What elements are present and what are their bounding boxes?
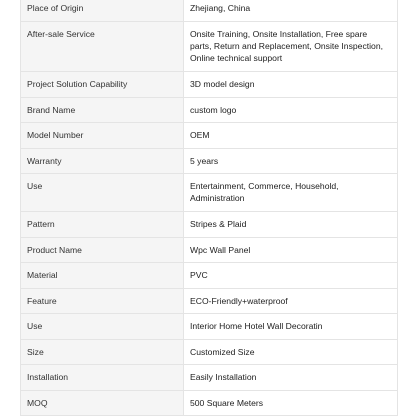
spec-row-material <box>21 263 397 289</box>
spec-row-product-name <box>21 238 397 263</box>
spec-row-moq <box>21 391 397 416</box>
spec-row-brand-name <box>21 98 397 123</box>
spec-row-feature <box>21 289 397 314</box>
spec-row-use-2 <box>21 314 397 340</box>
spec-key: Project Solution Capability <box>21 72 184 97</box>
spec-key: MOQ <box>21 391 184 415</box>
spec-value: Stripes & Plaid <box>190 219 247 229</box>
spec-row-size <box>21 340 397 365</box>
spec-key: Use <box>21 174 184 211</box>
spec-key: Feature <box>21 289 184 313</box>
spec-key: Place of Origin <box>21 0 184 21</box>
spec-value: 5 years <box>190 156 219 166</box>
spec-key: Installation <box>21 365 184 390</box>
spec-row-pattern <box>21 212 397 238</box>
spec-row-project-solution-capability <box>21 72 397 98</box>
spec-key: Size <box>21 340 184 364</box>
spec-row-model-number <box>21 123 397 149</box>
spec-row-installation <box>21 365 397 391</box>
spec-value: Onsite Training, Onsite Installation, Free spare parts, Return and Replacement, Onsite Inspection, Online technical support <box>190 29 383 63</box>
spec-key: Model Number <box>21 123 184 148</box>
spec-value: Easily Installation <box>190 372 257 382</box>
spec-key: Material <box>21 263 184 288</box>
spec-row-use <box>21 174 397 212</box>
spec-value: PVC <box>190 270 208 280</box>
spec-value: Interior Home Hotel Wall Decoratin <box>190 321 323 331</box>
spec-value: custom logo <box>190 105 237 115</box>
spec-value: Zhejiang, China <box>190 3 251 13</box>
spec-key: Product Name <box>21 238 184 262</box>
spec-key: Use <box>21 314 184 339</box>
spec-value: Customized Size <box>190 347 255 357</box>
spec-key: Brand Name <box>21 98 184 122</box>
spec-key: Pattern <box>21 212 184 237</box>
spec-key: Warranty <box>21 149 184 173</box>
spec-row-place-of-origin <box>21 0 397 22</box>
spec-key: After-sale Service <box>21 22 184 71</box>
spec-value: 3D model design <box>190 79 255 89</box>
spec-value: 500 Square Meters <box>190 398 264 408</box>
spec-row-warranty <box>21 149 397 174</box>
spec-value: Wpc Wall Panel <box>190 245 251 255</box>
spec-table <box>20 0 398 416</box>
spec-value: ECO-Friendly+waterproof <box>190 296 288 306</box>
spec-value: OEM <box>190 130 210 140</box>
spec-value: Entertainment, Commerce, Household, Administration <box>190 181 339 203</box>
spec-row-after-sale-service <box>21 22 397 72</box>
